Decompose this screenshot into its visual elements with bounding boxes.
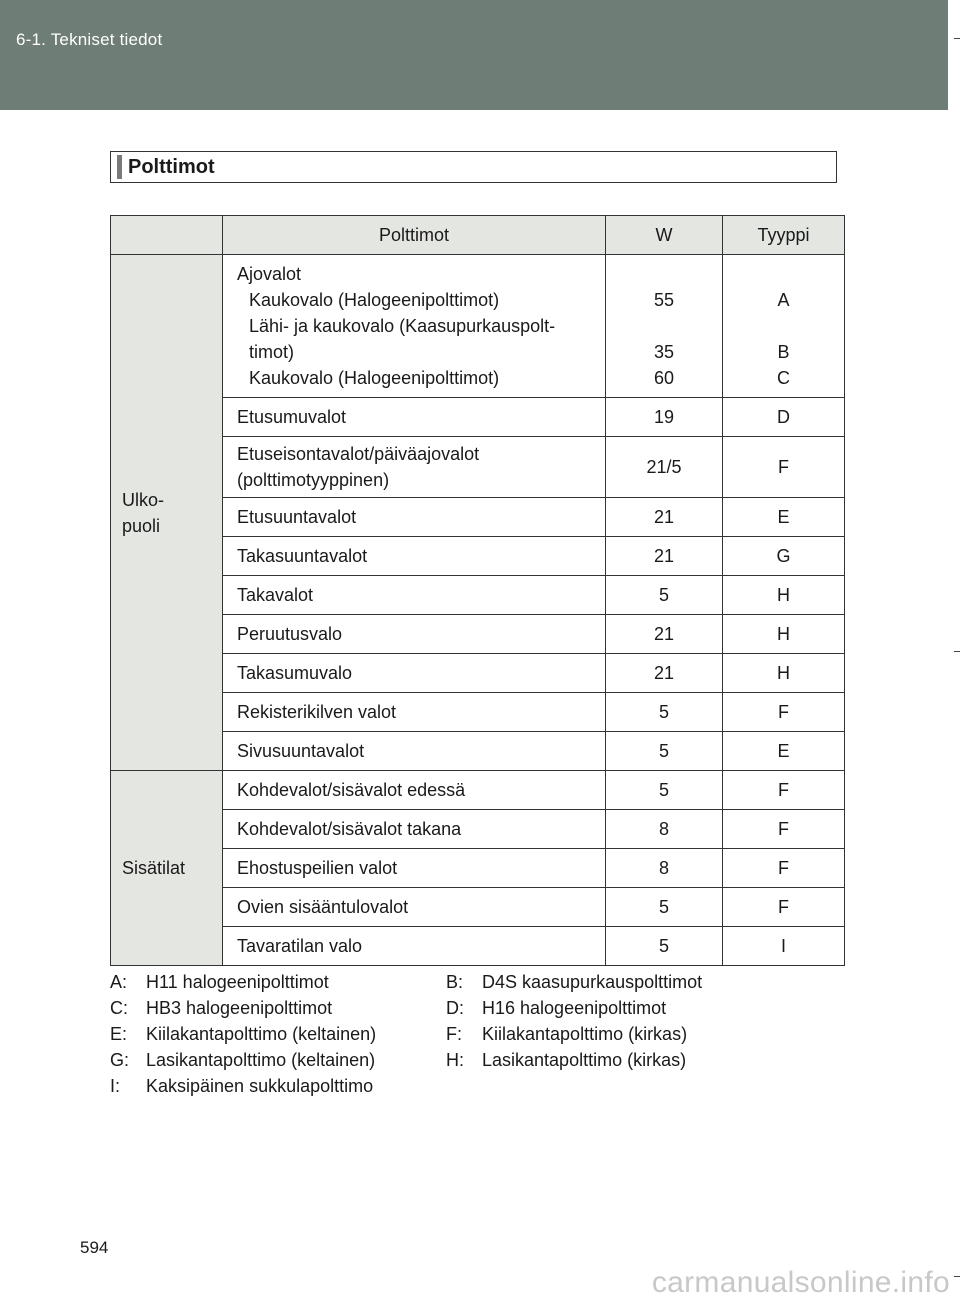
header-cell-bulbs: Polttimot: [223, 216, 606, 255]
bulb-name: Etuseisontavalot/päiväajovalot (polttimotyyppinen): [223, 437, 606, 498]
footnote-text: Lasikantapolttimo (kirkas): [482, 1050, 687, 1070]
bulb-type-cell: [723, 255, 845, 398]
footnote-key: B:: [446, 972, 464, 992]
page-number: 594: [80, 1238, 109, 1257]
bulb-watts: 35: [653, 342, 675, 362]
section-heading-title: Polttimot: [128, 156, 215, 178]
bulb-watts: 5: [606, 576, 723, 615]
footnote-text: Kaksipäinen sukkulapolttimo: [146, 1076, 374, 1096]
bulb-name: Sivusuuntavalot: [223, 732, 606, 771]
bulb-type: F: [723, 849, 845, 888]
bulb-watts: 55: [653, 290, 675, 310]
bulb-name: timot): [249, 342, 294, 362]
table-row: [111, 255, 845, 398]
bulb-type: F: [723, 771, 845, 810]
bulb-name: Takavalot: [223, 576, 606, 615]
crop-mark: [954, 1276, 960, 1277]
footnote-text: D4S kaasupurkauspolttimot: [482, 972, 703, 992]
bulb-type: G: [723, 537, 845, 576]
watermark: carmanualsonline.info: [651, 1266, 950, 1299]
bulb-name: Kohdevalot/sisävalot edessä: [223, 771, 606, 810]
footnote-key: D:: [446, 998, 464, 1018]
bulb-name: Kaukovalo (Halogeenipolttimot): [249, 368, 500, 388]
header-cell-watts: W: [606, 216, 723, 255]
footnote-key: I:: [110, 1076, 121, 1096]
group-label-interior: [111, 771, 223, 966]
bulb-type-legend: [110, 972, 870, 1102]
footnote-text: Kiilakantapolttimo (keltainen): [146, 1024, 377, 1044]
section-heading-accent: [117, 155, 122, 179]
table-row: [111, 771, 845, 810]
bulb-name: Takasuuntavalot: [223, 537, 606, 576]
bulb-name: Ovien sisääntulovalot: [223, 888, 606, 927]
crop-mark: [954, 651, 960, 652]
bulb-watts: 21: [606, 615, 723, 654]
header-cell-type: Tyyppi: [723, 216, 845, 255]
bulb-type: [723, 313, 844, 339]
bulb-name: Ehostuspeilien valot: [223, 849, 606, 888]
bulb-watts: [606, 261, 722, 287]
group-label-exterior-text: Ulko- puoli: [122, 489, 165, 536]
bulb-type: H: [723, 654, 845, 693]
bulb-watts: 5: [606, 888, 723, 927]
bulb-type: B: [777, 342, 790, 362]
bulb-type: E: [723, 732, 845, 771]
bulb-name: Rekisterikilven valot: [223, 693, 606, 732]
bulb-name: Peruutusvalo: [223, 615, 606, 654]
footnote-text: H11 halogeenipolttimot: [146, 972, 329, 992]
footnote-text: Lasikantapolttimo (keltainen): [146, 1050, 376, 1070]
bulb-name: Ajovalot: [237, 264, 302, 284]
chapter-header-band: [0, 0, 948, 110]
footnote-key: A:: [110, 972, 128, 992]
footnote: [110, 972, 329, 993]
bulb-table: [110, 215, 845, 966]
bulb-watts: 8: [606, 810, 723, 849]
footnote-key: E:: [110, 1024, 128, 1044]
bulb-type: A: [777, 290, 790, 310]
bulb-watts: 5: [606, 693, 723, 732]
bulb-watts: 19: [606, 398, 723, 437]
bulb-type: E: [723, 498, 845, 537]
bulb-watts: 8: [606, 849, 723, 888]
footnote: [110, 1050, 375, 1071]
bulb-type: I: [723, 927, 845, 966]
bulb-watts: 21/5: [606, 437, 723, 498]
footnote: [110, 998, 332, 1019]
bulb-type: F: [723, 810, 845, 849]
bulb-watts: 21: [606, 498, 723, 537]
bulb-name: Lähi- ja kaukovalo (Kaasupurkauspolt-: [249, 316, 556, 336]
group-label-exterior: [111, 255, 223, 771]
footnote: [446, 1050, 686, 1071]
bulb-type: F: [723, 437, 845, 498]
footnote: [110, 1024, 376, 1045]
section-heading: [110, 151, 837, 183]
bulb-watts: 21: [606, 654, 723, 693]
bulb-type: [723, 261, 844, 287]
footnote-text: H16 halogeenipolttimot: [482, 998, 667, 1018]
footnote-key: F:: [446, 1024, 462, 1044]
footnote-text: Kiilakantapolttimo (kirkas): [482, 1024, 688, 1044]
bulb-watts: 5: [606, 927, 723, 966]
chapter-title: 6-1. Tekniset tiedot: [16, 30, 163, 49]
bulb-name-cell: [223, 255, 606, 398]
footnote: [446, 972, 702, 993]
group-label-interior-text: Sisätilat: [122, 858, 186, 878]
footnote-key: G:: [110, 1050, 130, 1070]
bulb-type: H: [723, 576, 845, 615]
bulb-watts: 5: [606, 771, 723, 810]
bulb-name: Takasumuvalo: [223, 654, 606, 693]
bulb-name: Etusuuntavalot: [223, 498, 606, 537]
bulb-name: Kohdevalot/sisävalot takana: [223, 810, 606, 849]
footnote: [446, 1024, 687, 1045]
bulb-type: H: [723, 615, 845, 654]
footnote-key: C:: [110, 998, 128, 1018]
crop-mark: [954, 38, 960, 39]
bulb-type: D: [723, 398, 845, 437]
footnote: [446, 998, 666, 1019]
bulb-watts: 60: [653, 368, 675, 388]
bulb-watts: [606, 313, 722, 339]
bulb-name: Tavaratilan valo: [223, 927, 606, 966]
bulb-watts-cell: [606, 255, 723, 398]
footnote: [110, 1076, 373, 1097]
bulb-type: F: [723, 888, 845, 927]
footnote-text: HB3 halogeenipolttimot: [146, 998, 333, 1018]
header-cell-location: [111, 216, 223, 255]
footnote-key: H:: [446, 1050, 464, 1070]
bulb-name: Etusumuvalot: [223, 398, 606, 437]
bulb-type: F: [723, 693, 845, 732]
bulb-type: C: [777, 368, 790, 388]
bulb-watts: 21: [606, 537, 723, 576]
bulb-name: Kaukovalo (Halogeenipolttimot): [249, 290, 500, 310]
bulb-watts: 5: [606, 732, 723, 771]
table-header-row: [111, 216, 845, 255]
